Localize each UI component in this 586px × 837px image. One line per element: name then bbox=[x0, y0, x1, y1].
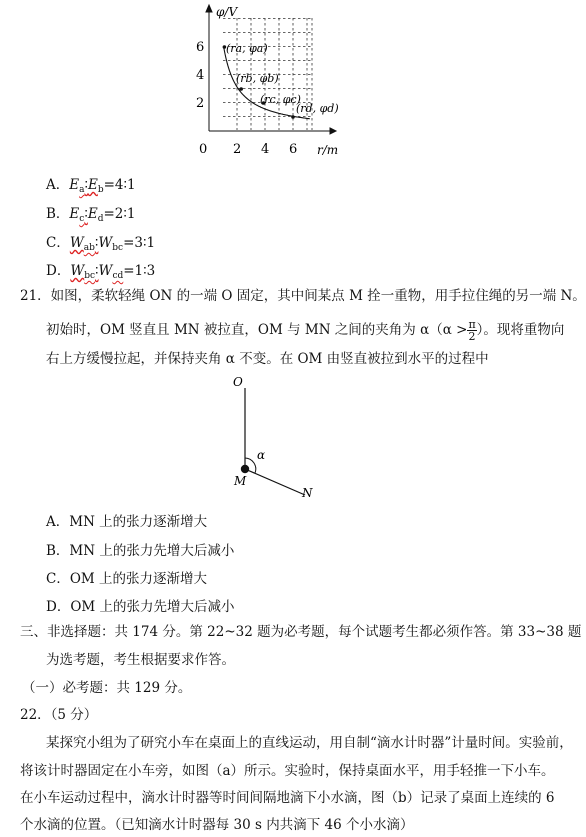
q22-paragraph-line-3: 在小车运动过程中，滴水计时器等时间间隔地滴下小水滴，图（b）记录了桌面上连续的 6 bbox=[20, 790, 555, 806]
graph-x-tick: 4 bbox=[261, 142, 270, 157]
q21-option-d: D．OM 上的张力先增大后减小 bbox=[46, 599, 235, 615]
potential-distance-graph bbox=[190, 2, 350, 162]
q21-option-b: B．MN 上的张力先增大后减小 bbox=[46, 543, 235, 559]
q22-paragraph-line-4: 个水滴的位置。（已知滴水计时器每 30 s 内共滴下 46 个小水滴） bbox=[20, 817, 414, 833]
point-label-b: (rb, φb) bbox=[236, 72, 279, 85]
pi-over-2-fraction: $\frac{\pi}{2}$ bbox=[468, 318, 476, 343]
curve-point-d bbox=[291, 115, 295, 119]
curve-point-b bbox=[239, 87, 243, 91]
q21-stem-line-1: 21．如图，柔软轻绳 ON 的一端 O 固定，其中间某点 M 拴一重物，用手拉住绳的另一端 N。 bbox=[20, 288, 586, 304]
graph-x-tick: 2 bbox=[233, 142, 242, 157]
q22-header: 22．（5 分） bbox=[20, 707, 98, 723]
q20-option-c: C．$W_{ab}∶W_{bc}=3∶1$ bbox=[46, 235, 156, 253]
label-O: O bbox=[233, 375, 243, 389]
graph-y-tick: 4 bbox=[196, 68, 205, 83]
section-3-heading-line-2: 为选考题，考生根据要求作答。 bbox=[46, 652, 235, 668]
q21-stem-line-2: 初始时，OM 竖直且 MN 被拉直，OM 与 MN 之间的夹角为 α（α > $\frac{\pi}{2}$ ）。现将重物向 bbox=[46, 318, 565, 343]
q22-paragraph-line-1: 某探究小组为了研究小车在桌面上的直线运动，用自制“滴水计时器”计量时间。实验前， bbox=[46, 735, 573, 751]
section-3-heading-line-1: 三、非选择题：共 174 分。第 22~32 题为必考题，每个试题考生都必须作答。第 33~38 题 bbox=[20, 624, 582, 640]
point-label-d: (rd, φd) bbox=[296, 102, 339, 115]
graph-x-tick: 6 bbox=[289, 142, 298, 157]
q21-option-c: C．OM 上的张力逐渐增大 bbox=[46, 571, 208, 587]
label-M: M bbox=[234, 474, 247, 488]
q21-stem-line-3: 右上方缓慢拉起，并保持夹角 α 不变。在 OM 由竖直被拉到水平的过程中 bbox=[46, 351, 489, 367]
graph-y-tick: 2 bbox=[196, 96, 205, 111]
required-questions-heading: （一）必考题：共 129 分。 bbox=[22, 680, 192, 696]
q20-option-a: A．$E_a∶E_b=4∶1$ bbox=[46, 177, 136, 195]
q20-option-b: B．$E_c∶E_d=2∶1$ bbox=[46, 206, 136, 224]
point-label-c: (rc, φc) bbox=[260, 93, 301, 106]
graph-y-label: φ/V bbox=[216, 5, 238, 19]
graph-x-label: r/m bbox=[317, 143, 339, 157]
q22-paragraph-line-2: 将该计时器固定在小车旁，如图（a）所示。实验时，保持桌面水平，用手轻推一下小车。 bbox=[20, 763, 555, 779]
rope-figure bbox=[225, 372, 325, 504]
q20-option-d: D．$W_{bc}∶W_{cd}=1∶3$ bbox=[46, 263, 156, 281]
weight-point bbox=[241, 465, 249, 473]
graph-y-tick: 6 bbox=[196, 40, 205, 55]
label-alpha: α bbox=[257, 448, 266, 462]
q21-option-a: A．MN 上的张力逐渐增大 bbox=[46, 514, 208, 530]
point-label-a: (ra, φa) bbox=[226, 42, 268, 55]
label-N: N bbox=[302, 486, 313, 500]
graph-origin-label: 0 bbox=[199, 142, 208, 157]
